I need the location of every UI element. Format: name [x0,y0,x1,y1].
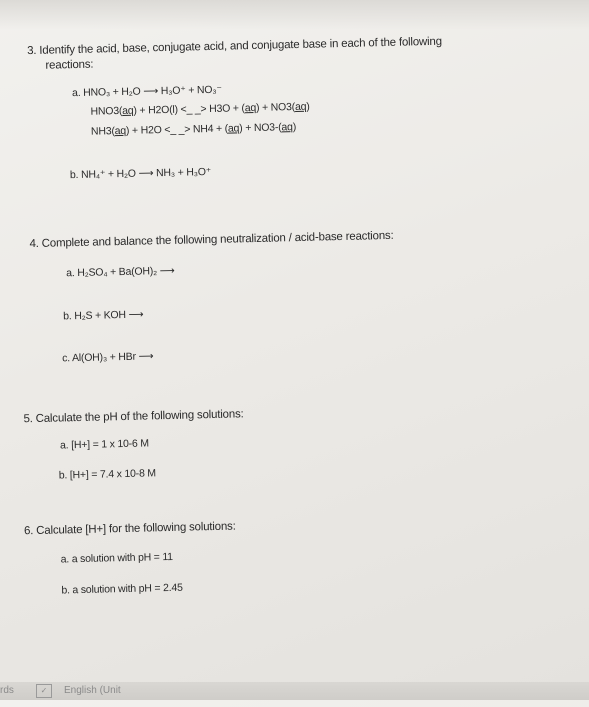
text-run-underlined: aq [122,104,134,117]
language-label[interactable]: English (Unit [64,685,121,696]
q4-heading: 4. Complete and balance the following neutralization / acid-base reactions: [29,229,394,251]
q3-heading-cont: reactions: [45,58,94,72]
text-run-underlined: aq [294,100,307,114]
q6b-item: b. a solution with pH = 2.45 [61,581,183,597]
text-run: ) + H2O(l) <_ _> H3O + ( [133,102,245,117]
text-run: ) [306,100,310,113]
status-bar [0,682,589,700]
text-run-underlined: aq [114,124,127,138]
q3a-answer-line1 [90,101,309,118]
text-run: ) + H2O <_ _> NH4 + ( [125,122,229,137]
text-run-underlined: aq [281,121,293,134]
q5-heading: 5. Calculate the pH of the following solutions: [23,408,244,426]
q3b-equation: b. NH₄⁺ + H₂O ⟶ NH₃ + H₃O⁺ [69,165,212,182]
q6a-item: a. a solution with pH = 11 [60,550,174,566]
q5a-item: a. [H+] = 1 x 10-6 M [59,437,150,452]
word-count-label[interactable]: rds [0,685,14,696]
q3a-answer-line2 [91,121,296,138]
q6-heading: 6. Calculate [H+] for the following solutions: [23,520,236,538]
text-run: ) [292,121,297,134]
text-run: HNO3( [90,104,123,118]
q4a-equation: a. H₂SO₄ + Ba(OH)₂ ⟶ [66,264,175,280]
text-run: ) + NO3-( [239,121,282,135]
text-run-underlined: aq [227,122,240,135]
text-run: ) + NO3( [255,101,296,114]
proofing-icon[interactable]: ✓ [36,684,52,698]
text-run: NH3( [90,125,115,138]
q3a-equation: a. HNO₃ + H₂O ⟶ H₃O⁺ + NO₃⁻ [71,83,222,100]
q5b-item: b. [H+] = 7.4 x 10-8 M [58,467,157,482]
text-run-underlined: aq [244,101,257,115]
q4c-equation: c. Al(OH)₃ + HBr ⟶ [61,350,154,365]
q3-heading: 3. Identify the acid, base, conjugate acid, and conjugate base in each of the following [27,35,442,58]
q4b-equation: b. H₂S + KOH ⟶ [63,308,144,323]
